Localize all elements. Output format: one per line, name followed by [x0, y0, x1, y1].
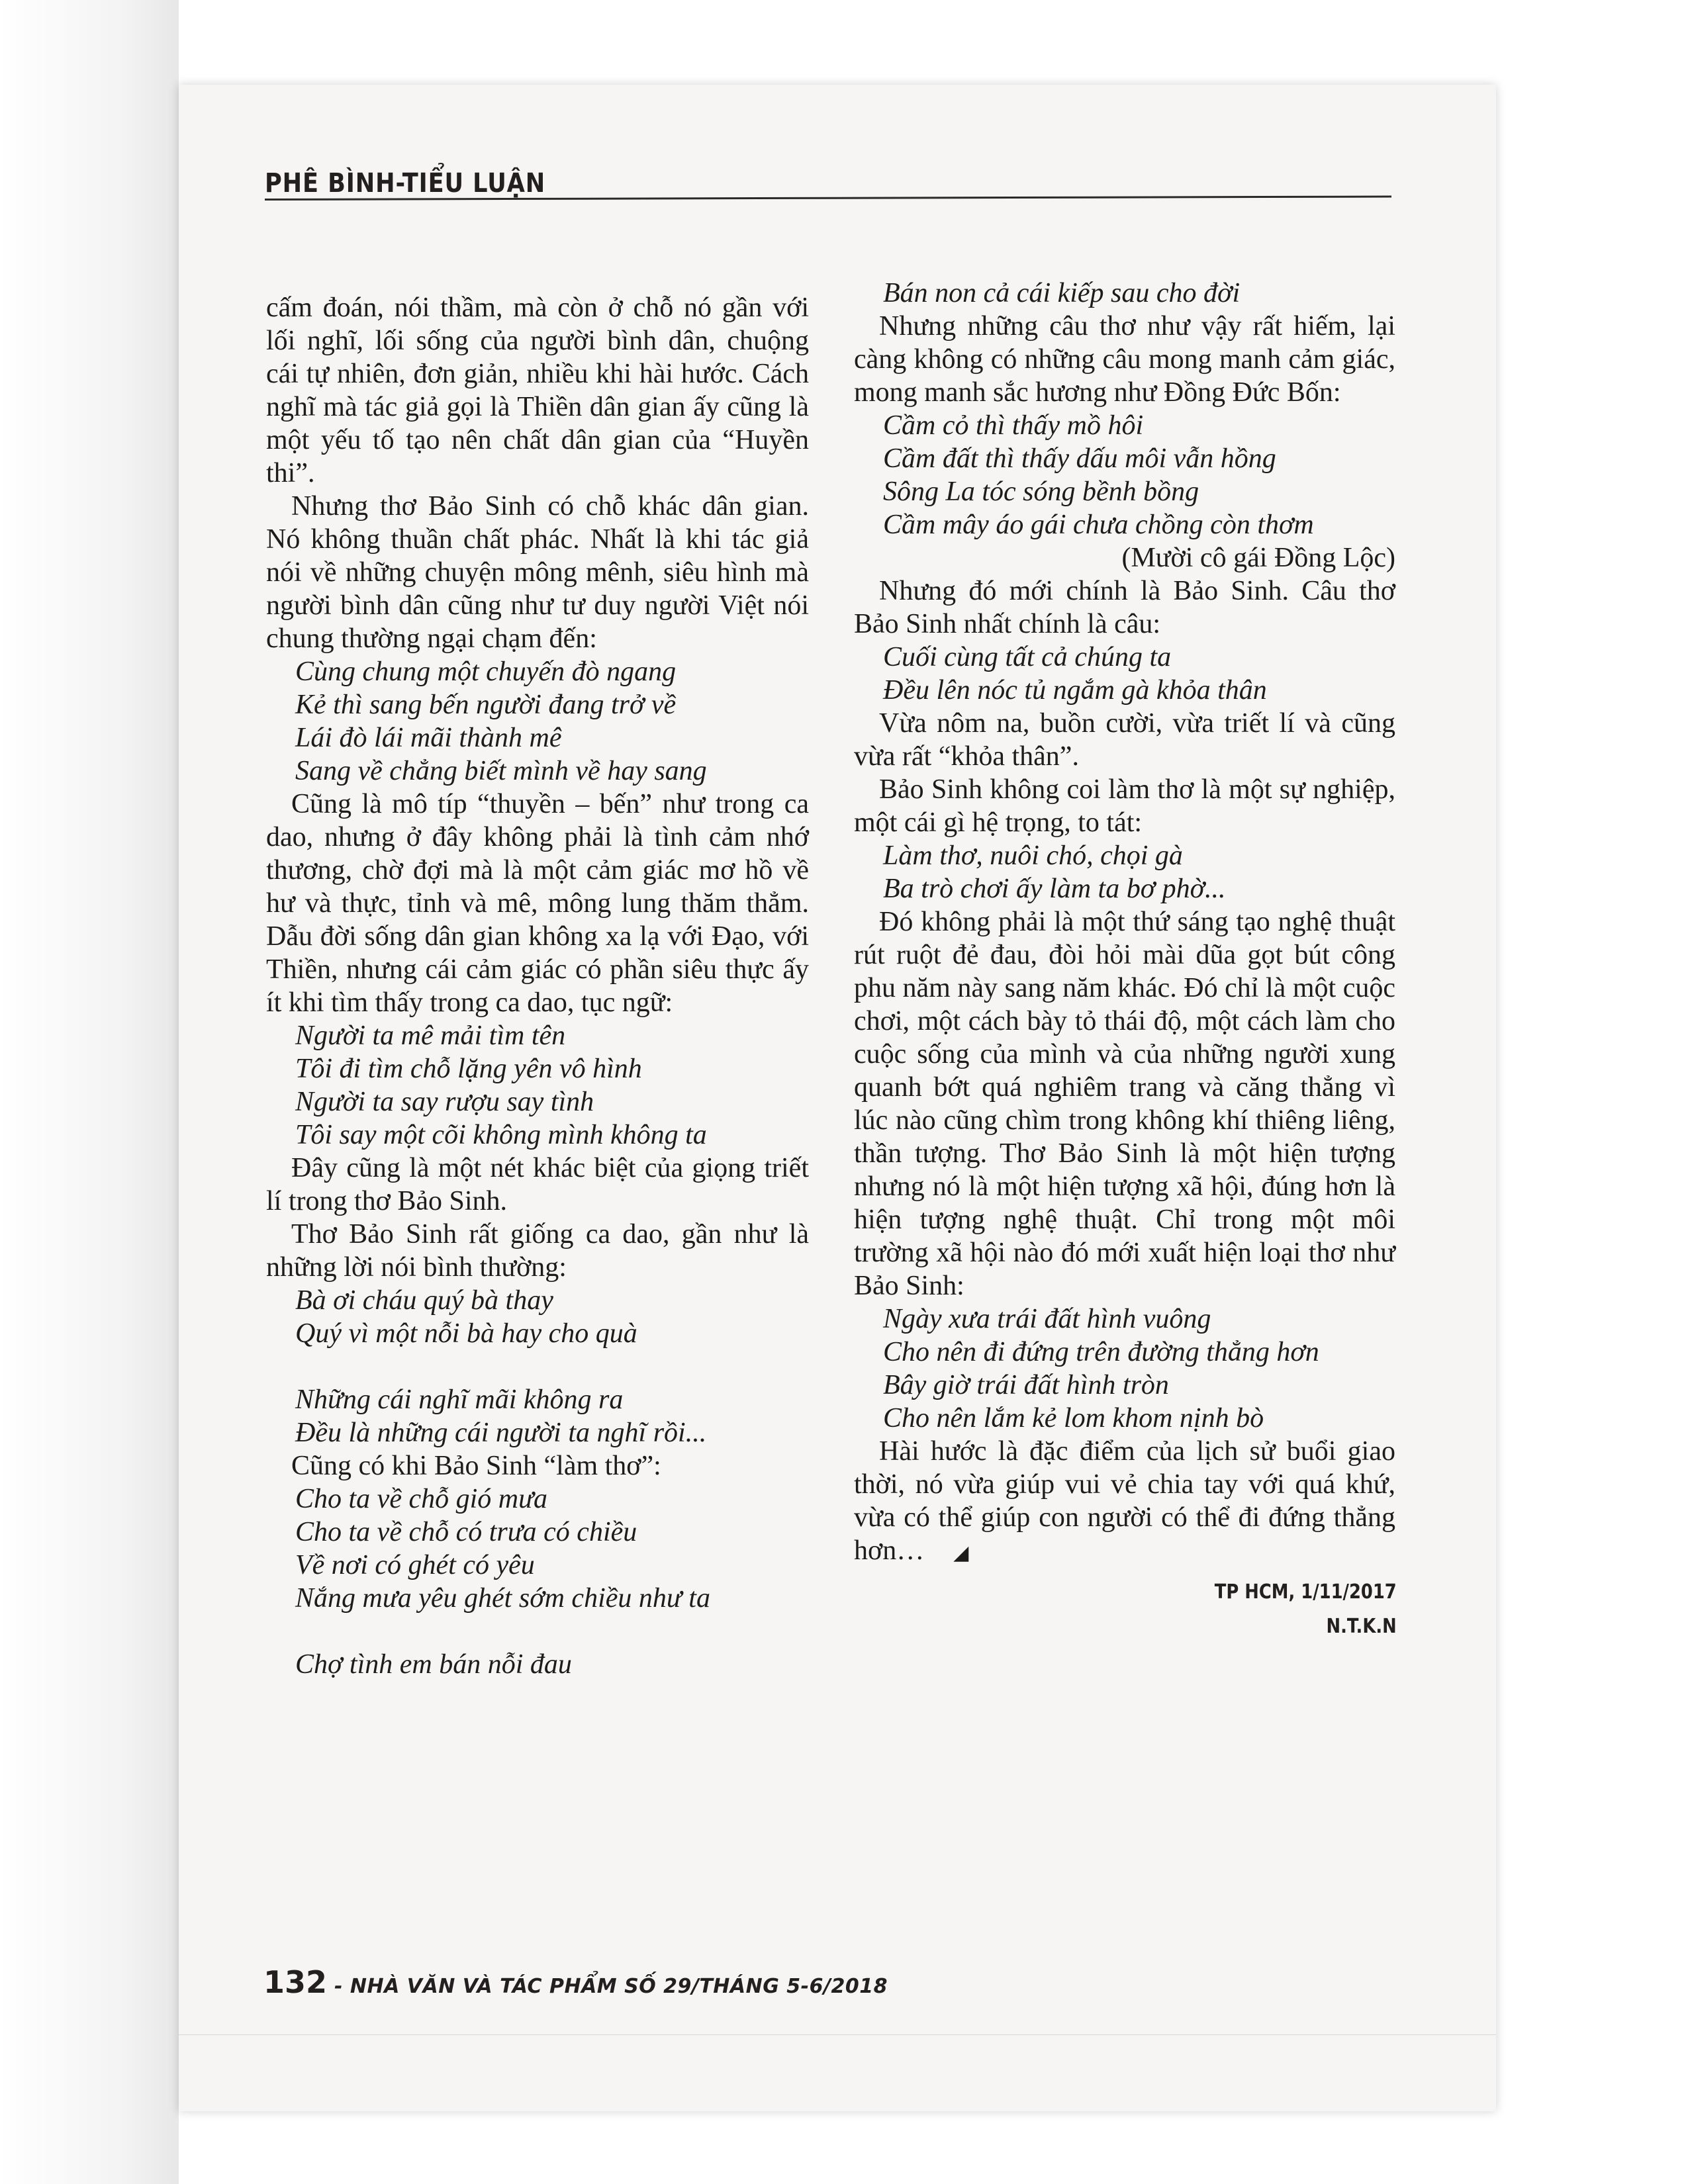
stanza-gap	[266, 1350, 809, 1383]
verse-line: Nắng mưa yêu ghét sớm chiều như ta	[295, 1583, 710, 1614]
verse-line: Những cái nghĩ mãi không ra	[295, 1385, 624, 1415]
verse-line: Tôi say một cõi không mình không ta	[295, 1120, 707, 1150]
verse-line: Tôi đi tìm chỗ lặng yên vô hình	[295, 1054, 642, 1084]
body-paragraph: Đây cũng là một nét khác biệt của giọng triết lí trong thơ Bảo Sinh.	[266, 1153, 809, 1216]
verse-line: Cầm cỏ thì thấy mồ hôi	[883, 410, 1144, 441]
verse-line: Đều là những cái người ta nghĩ rồi...	[295, 1418, 707, 1448]
verse-line: Quý vì một nỗi bà hay cho quà	[295, 1318, 637, 1349]
signoff-author: N.T.K.N	[1326, 1615, 1397, 1638]
signoff-place-date: TP HCM, 1/11/2017	[1215, 1580, 1397, 1604]
end-mark-icon: ◢	[953, 1542, 969, 1564]
verse-line: Lái đò lái mãi thành mê	[295, 723, 562, 753]
verse-line: Kẻ thì sang bến người đang trở về	[295, 690, 677, 720]
verse-line: Người ta mê mải tìm tên	[295, 1021, 566, 1051]
stanza-gap	[266, 1615, 809, 1648]
body-paragraph	[854, 1435, 1395, 1570]
verse-line: Chợ tình em bán nỗi đau	[295, 1649, 572, 1680]
page-edge	[179, 2034, 1496, 2035]
body-paragraph: Thơ Bảo Sinh rất giống ca dao, gần như là những lời nói bình thường:	[266, 1219, 809, 1283]
body-paragraph: Bảo Sinh không coi làm thơ là một sự nghiệp, một cái gì hệ trọng, to tát:	[854, 774, 1395, 838]
footer-publication: NHÀ VĂN VÀ TÁC PHẨM SỐ 29/THÁNG 5-6/2018	[350, 1975, 888, 1998]
body-paragraph: Đó không phải là một thứ sáng tạo nghệ thuật rút ruột đẻ đau, đòi hỏi mài dũa gọt bút công phu năm này sang năm khác. Đó chỉ là một cuộc chơi, một cách bày tỏ thái độ, một cách làm cho cuộc sống của mình và của những người xung quanh bớt quá nghiêm trang và căng thẳng vì lúc nào cũng chìm trong không khí thiêng liêng, thần tượng. Thơ Bảo Sinh là một hiện tượng nhưng nó là một hiện tượng xã hội, đúng hơn là hiện tượng nghệ thuật. Chỉ trong một môi trường xã hội nào đó mới xuất hiện loại thơ như Bảo Sinh:	[854, 907, 1395, 1301]
verse-line: Cho ta về chỗ gió mưa	[295, 1484, 548, 1514]
scan-background	[0, 0, 179, 2184]
article-signoff	[1215, 1575, 1397, 1644]
verse-line: Cuối cùng tất cả chúng ta	[883, 642, 1172, 672]
left-column	[266, 291, 809, 1681]
verse-line: Ba trò chơi ấy làm ta bơ phờ...	[883, 874, 1226, 904]
section-label: PHÊ BÌNH-TIỂU LUẬN	[265, 168, 546, 199]
footer-separator: -	[327, 1975, 350, 1998]
body-paragraph: Nhưng thơ Bảo Sinh có chỗ khác dân gian. Nó không thuần chất phác. Nhất là khi tác giả nói về những chuyện mông mênh, siêu hình mà người bình dân cũng như tư duy người Việt nói chung thường ngại chạm đến:	[266, 491, 809, 654]
verse-line: Cho ta về chỗ có trưa có chiều	[295, 1517, 637, 1547]
verse-line: Đều lên nóc tủ ngắm gà khỏa thân	[883, 675, 1267, 705]
verse-line: Cho nên lắm kẻ lom khom nịnh bò	[883, 1403, 1264, 1433]
verse-line: Cùng chung một chuyến đò ngang	[295, 657, 677, 687]
body-paragraph: Vừa nôm na, buồn cười, vừa triết lí và cũng vừa rất “khỏa thân”.	[854, 708, 1395, 772]
right-column	[854, 277, 1395, 1570]
verse-line: Bà ơi cháu quý bà thay	[295, 1285, 553, 1316]
verse-line: Cầm đất thì thấy dấu môi vẫn hồng	[883, 443, 1276, 474]
verse-line: Sông La tóc sóng bềnh bồng	[883, 477, 1199, 507]
verse-line: Cho nên đi đứng trên đường thẳng hơn	[883, 1337, 1319, 1367]
poem-citation: (Mười cô gái Đồng Lộc)	[1121, 543, 1395, 573]
verse-line: Bây giờ trái đất hình tròn	[883, 1370, 1169, 1400]
verse-line: Người ta say rượu say tình	[295, 1087, 594, 1117]
page-number: 132	[263, 1964, 328, 2000]
body-paragraph: Cũng có khi Bảo Sinh “làm thơ”:	[291, 1451, 661, 1481]
verse-line: Bán non cả cái kiếp sau cho đời	[883, 278, 1241, 308]
body-paragraph: cấm đoán, nói thầm, mà còn ở chỗ nó gần với lối nghĩ, lối sống của người bình dân, chuộng cái tự nhiên, đơn giản, nhiều khi hài hước. Cách nghĩ mà tác giả gọi là Thiền dân gian ấy cũng là một yếu tố tạo nên chất dân gian của “Huyền thi”.	[266, 293, 809, 488]
verse-line: Ngày xưa trái đất hình vuông	[883, 1304, 1211, 1334]
body-paragraph: Nhưng những câu thơ như vậy rất hiếm, lại càng không có những câu mong manh cảm giác, mong manh sắc hương như Đồng Đức Bốn:	[854, 311, 1395, 408]
verse-line: Về nơi có ghét có yêu	[295, 1550, 535, 1580]
paragraph-text: Hài hước là đặc điểm của lịch sử buổi giao thời, nó vừa giúp vui vẻ chia tay với quá khứ, vừa có thể giúp con người có thể đi đứng thẳng hơn…	[854, 1436, 1395, 1566]
body-paragraph: Cũng là mô típ “thuyền – bến” như trong ca dao, nhưng ở đây không phải là tình cảm nhớ thương, chờ đợi mà là một cảm giác mơ hồ về hư và thực, tỉnh và mê, mông lung thăm thẳm. Dẫu đời sống dân gian không xa lạ với Đạo, với Thiền, nhưng cái cảm giác có phần siêu thực ấy ít khi tìm thấy trong ca dao, tục ngữ:	[266, 789, 809, 1018]
page-footer	[263, 1964, 888, 2000]
body-paragraph: Nhưng đó mới chính là Bảo Sinh. Câu thơ Bảo Sinh nhất chính là câu:	[854, 576, 1395, 639]
verse-line: Cầm mây áo gái chưa chồng còn thơm	[883, 510, 1314, 540]
verse-line: Sang về chẳng biết mình về hay sang	[295, 756, 707, 786]
verse-line: Làm thơ, nuôi chó, chọi gà	[883, 841, 1183, 871]
